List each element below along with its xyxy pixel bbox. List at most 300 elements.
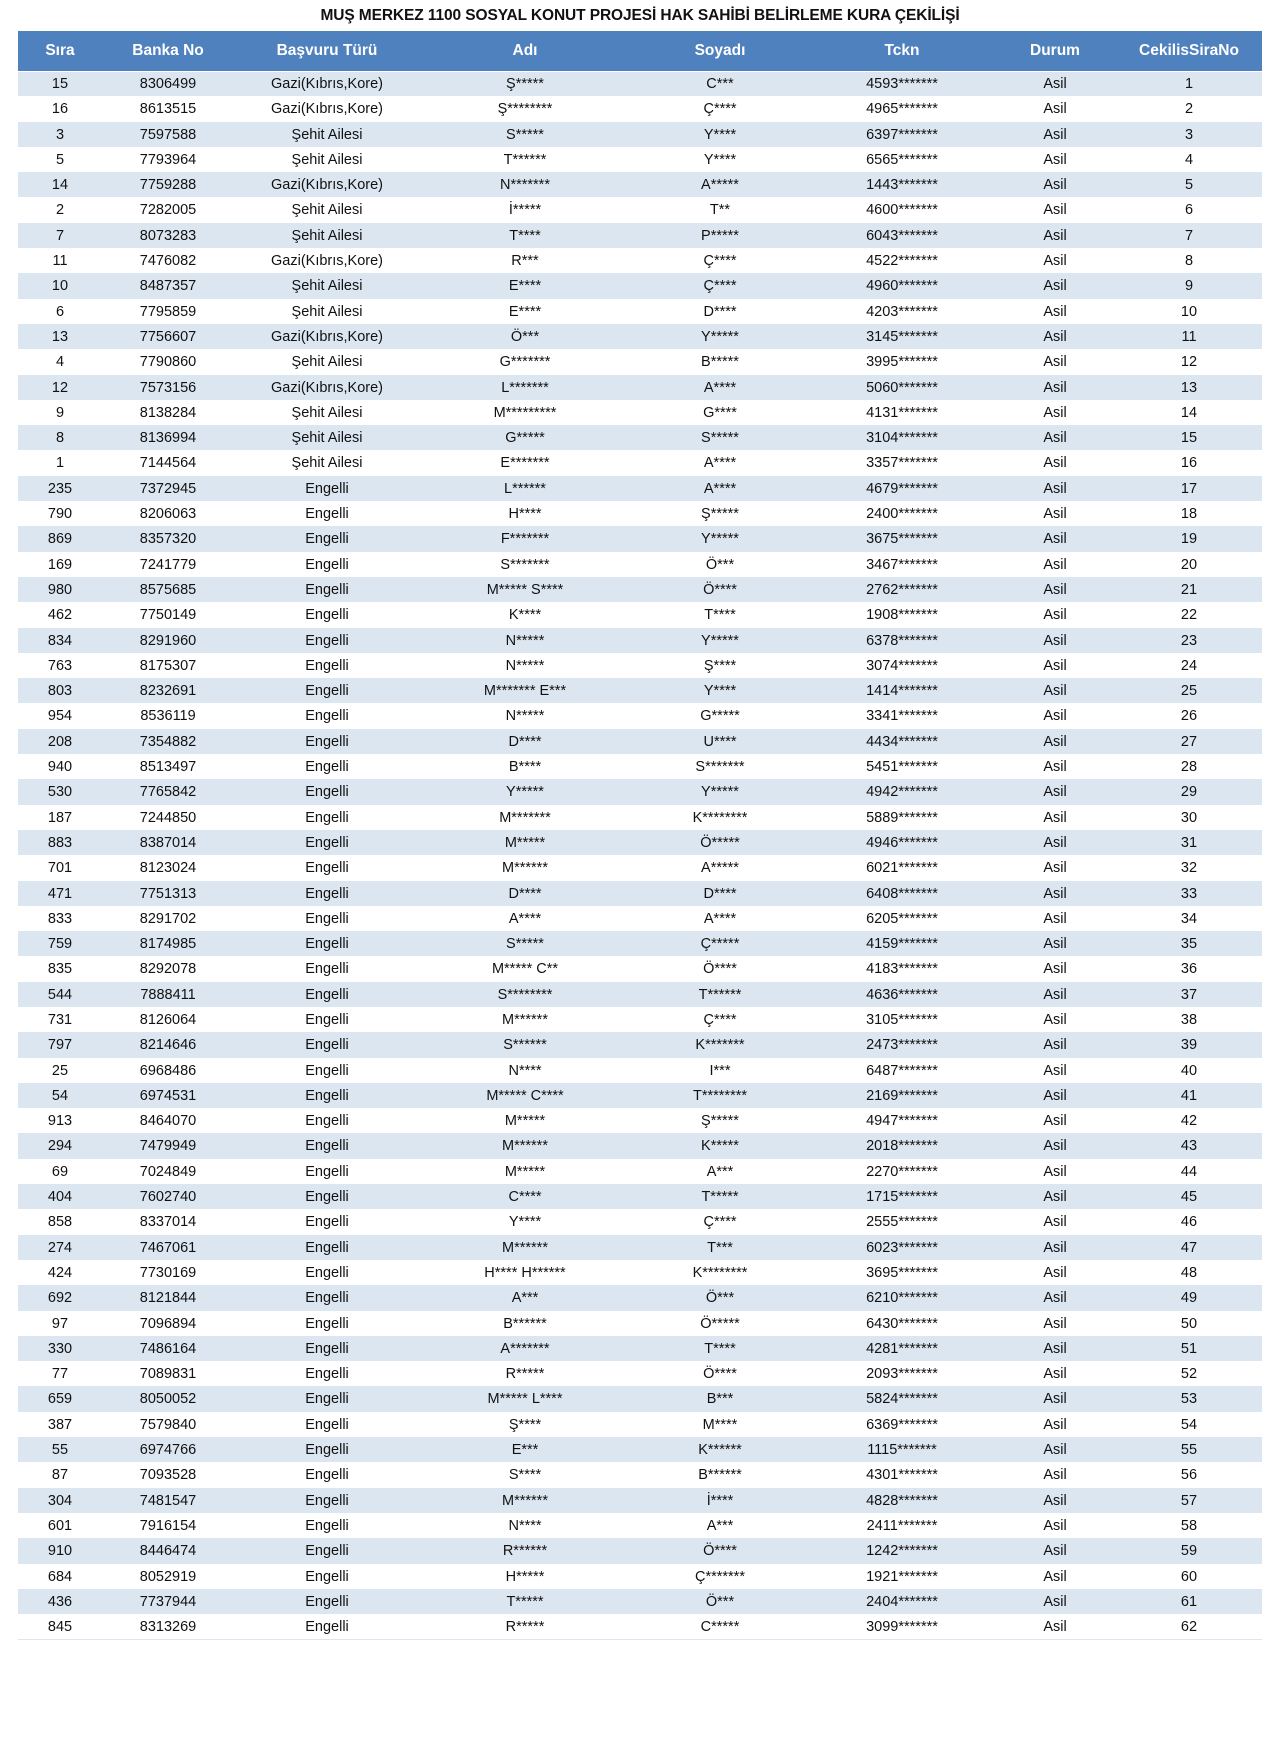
cell-adi: Ş***** [420,72,630,97]
cell-basvuru_turu: Şehit Ailesi [234,147,420,172]
cell-soyadi: İ**** [630,1488,810,1513]
cell-cekilis_sira_no: 40 [1116,1058,1262,1083]
cell-durum: Asil [994,72,1116,97]
cell-basvuru_turu: Şehit Ailesi [234,350,420,375]
cell-adi: G******* [420,350,630,375]
cell-cekilis_sira_no: 15 [1116,426,1262,451]
cell-durum: Asil [994,932,1116,957]
cell-sira: 10 [18,274,102,299]
table-row[interactable] [18,755,1262,780]
table-row[interactable] [18,350,1262,375]
cell-durum: Asil [994,1564,1116,1589]
cell-basvuru_turu: Engelli [234,1336,420,1361]
cell-soyadi: M**** [630,1412,810,1437]
cell-basvuru_turu: Engelli [234,1615,420,1640]
cell-banka_no: 7795859 [102,299,234,324]
cell-adi: M****** [420,1235,630,1260]
cell-banka_no: 8206063 [102,502,234,527]
table-row[interactable] [18,729,1262,754]
cell-cekilis_sira_no: 7 [1116,223,1262,248]
column-header-banka-no[interactable]: Banka No [102,31,234,72]
cell-adi: S****** [420,1033,630,1058]
table-row[interactable] [18,147,1262,172]
cell-tckn: 4183******* [810,957,994,982]
cell-sira: 25 [18,1058,102,1083]
cell-soyadi: S******* [630,755,810,780]
cell-basvuru_turu: Engelli [234,552,420,577]
cell-cekilis_sira_no: 17 [1116,476,1262,501]
cell-tckn: 6205******* [810,906,994,931]
cell-basvuru_turu: Şehit Ailesi [234,274,420,299]
table-row[interactable] [18,1235,1262,1260]
cell-banka_no: 7750149 [102,603,234,628]
cell-basvuru_turu: Gazi(Kıbrıs,Kore) [234,249,420,274]
cell-adi: L****** [420,476,630,501]
cell-sira: 913 [18,1109,102,1134]
table-row[interactable] [18,1311,1262,1336]
cell-cekilis_sira_no: 21 [1116,577,1262,602]
cell-tckn: 1242******* [810,1539,994,1564]
cell-adi: R*** [420,249,630,274]
cell-adi: Y***** [420,780,630,805]
cell-tckn: 3099******* [810,1615,994,1640]
cell-adi: S**** [420,1463,630,1488]
cell-sira: 304 [18,1488,102,1513]
cell-basvuru_turu: Engelli [234,1083,420,1108]
cell-cekilis_sira_no: 37 [1116,982,1262,1007]
cell-cekilis_sira_no: 39 [1116,1033,1262,1058]
cell-basvuru_turu: Şehit Ailesi [234,223,420,248]
table-row[interactable] [18,1412,1262,1437]
cell-basvuru_turu: Engelli [234,1412,420,1437]
cell-tckn: 6430******* [810,1311,994,1336]
table-row[interactable] [18,1033,1262,1058]
cell-sira: 55 [18,1438,102,1463]
cell-basvuru_turu: Gazi(Kıbrıs,Kore) [234,97,420,122]
column-header-adi[interactable]: Adı [420,31,630,72]
table-row[interactable] [18,97,1262,122]
cell-cekilis_sira_no: 41 [1116,1083,1262,1108]
table-row[interactable] [18,1083,1262,1108]
table-row[interactable] [18,1185,1262,1210]
cell-tckn: 4942******* [810,780,994,805]
cell-soyadi: P***** [630,223,810,248]
cell-tckn: 4593******* [810,72,994,97]
table-row[interactable] [18,603,1262,628]
cell-cekilis_sira_no: 14 [1116,400,1262,425]
cell-sira: 330 [18,1336,102,1361]
cell-sira: 731 [18,1007,102,1032]
cell-adi: M***** C** [420,957,630,982]
cell-cekilis_sira_no: 53 [1116,1387,1262,1412]
table-row[interactable] [18,476,1262,501]
cell-soyadi: A***** [630,173,810,198]
cell-sira: 803 [18,679,102,704]
cell-banka_no: 8123024 [102,856,234,881]
table-row[interactable] [18,1210,1262,1235]
cell-durum: Asil [994,122,1116,147]
cell-soyadi: D**** [630,881,810,906]
cell-cekilis_sira_no: 28 [1116,755,1262,780]
cell-sira: 659 [18,1387,102,1412]
table-row[interactable] [18,1134,1262,1159]
cell-basvuru_turu: Engelli [234,577,420,602]
cell-durum: Asil [994,957,1116,982]
cell-basvuru_turu: Engelli [234,476,420,501]
cell-basvuru_turu: Engelli [234,1058,420,1083]
cell-sira: 16 [18,97,102,122]
cell-durum: Asil [994,1260,1116,1285]
table-row[interactable] [18,932,1262,957]
cell-tckn: 4828******* [810,1488,994,1513]
cell-soyadi: K****** [630,1438,810,1463]
cell-adi: C**** [420,1185,630,1210]
cell-durum: Asil [994,1007,1116,1032]
cell-adi: R***** [420,1362,630,1387]
table-row[interactable] [18,906,1262,931]
cell-durum: Asil [994,350,1116,375]
cell-banka_no: 8174985 [102,932,234,957]
cell-banka_no: 8575685 [102,577,234,602]
table-row[interactable] [18,653,1262,678]
cell-basvuru_turu: Engelli [234,1589,420,1614]
cell-durum: Asil [994,1513,1116,1538]
cell-durum: Asil [994,1362,1116,1387]
table-row[interactable] [18,1362,1262,1387]
cell-cekilis_sira_no: 60 [1116,1564,1262,1589]
cell-durum: Asil [994,1412,1116,1437]
cell-soyadi: Ö*** [630,1286,810,1311]
table-row[interactable] [18,1513,1262,1538]
cell-banka_no: 8613515 [102,97,234,122]
cell-tckn: 4946******* [810,830,994,855]
table-row[interactable] [18,173,1262,198]
table-row[interactable] [18,830,1262,855]
cell-tckn: 4600******* [810,198,994,223]
cell-adi: N******* [420,173,630,198]
cell-basvuru_turu: Engelli [234,1513,420,1538]
table-row[interactable] [18,805,1262,830]
table-row[interactable] [18,1109,1262,1134]
cell-soyadi: G**** [630,400,810,425]
table-header [18,31,1262,72]
cell-tckn: 1715******* [810,1185,994,1210]
table-row[interactable] [18,324,1262,349]
cell-soyadi: T****** [630,982,810,1007]
cell-banka_no: 7372945 [102,476,234,501]
cell-tckn: 3675******* [810,527,994,552]
cell-durum: Asil [994,1311,1116,1336]
cell-soyadi: Ç**** [630,249,810,274]
cell-soyadi: Y**** [630,679,810,704]
cell-adi: M***** [420,830,630,855]
cell-basvuru_turu: Engelli [234,1362,420,1387]
cell-soyadi: Ç**** [630,1210,810,1235]
cell-adi: E*** [420,1438,630,1463]
table-row[interactable] [18,274,1262,299]
cell-durum: Asil [994,982,1116,1007]
cell-durum: Asil [994,704,1116,729]
cell-banka_no: 7093528 [102,1463,234,1488]
cell-cekilis_sira_no: 52 [1116,1362,1262,1387]
cell-durum: Asil [994,400,1116,425]
cell-tckn: 4947******* [810,1109,994,1134]
cell-adi: D**** [420,881,630,906]
cell-banka_no: 8487357 [102,274,234,299]
cell-cekilis_sira_no: 13 [1116,375,1262,400]
cell-adi: N**** [420,1513,630,1538]
cell-basvuru_turu: Engelli [234,1463,420,1488]
cell-sira: 980 [18,577,102,602]
table-row[interactable] [18,856,1262,881]
cell-banka_no: 8138284 [102,400,234,425]
table-row[interactable] [18,1336,1262,1361]
table-row[interactable] [18,122,1262,147]
cell-tckn: 3105******* [810,1007,994,1032]
cell-adi: H***** [420,1564,630,1589]
cell-cekilis_sira_no: 33 [1116,881,1262,906]
table-row[interactable] [18,1488,1262,1513]
cell-sira: 436 [18,1589,102,1614]
cell-durum: Asil [994,324,1116,349]
cell-durum: Asil [994,1134,1116,1159]
cell-cekilis_sira_no: 20 [1116,552,1262,577]
cell-cekilis_sira_no: 58 [1116,1513,1262,1538]
table-row[interactable] [18,223,1262,248]
table-row[interactable] [18,1589,1262,1614]
cell-soyadi: Ö**** [630,1539,810,1564]
cell-tckn: 6021******* [810,856,994,881]
cell-soyadi: S***** [630,426,810,451]
cell-durum: Asil [994,274,1116,299]
table-row[interactable] [18,704,1262,729]
cell-basvuru_turu: Engelli [234,679,420,704]
table-row[interactable] [18,299,1262,324]
table-row[interactable] [18,198,1262,223]
cell-banka_no: 8446474 [102,1539,234,1564]
cell-banka_no: 8513497 [102,755,234,780]
cell-durum: Asil [994,451,1116,476]
table-row[interactable] [18,1539,1262,1564]
table-row[interactable] [18,628,1262,653]
cell-sira: 404 [18,1185,102,1210]
cell-adi: M****** [420,1488,630,1513]
cell-tckn: 4434******* [810,729,994,754]
cell-sira: 3 [18,122,102,147]
cell-durum: Asil [994,830,1116,855]
cell-sira: 692 [18,1286,102,1311]
page-title: MUŞ MERKEZ 1100 SOSYAL KONUT PROJESİ HAK SAHİBİ BELİRLEME KURA ÇEKİLİŞİ [320,7,960,24]
cell-adi: M******* [420,805,630,830]
cell-banka_no: 7916154 [102,1513,234,1538]
table-row[interactable] [18,1286,1262,1311]
cell-durum: Asil [994,780,1116,805]
cell-banka_no: 8126064 [102,1007,234,1032]
cell-banka_no: 7024849 [102,1159,234,1184]
cell-tckn: 3995******* [810,350,994,375]
column-header-basvuru-turu[interactable]: Başvuru Türü [234,31,420,72]
cell-banka_no: 7765842 [102,780,234,805]
cell-soyadi: Ö**** [630,577,810,602]
cell-basvuru_turu: Engelli [234,881,420,906]
table-row[interactable] [18,375,1262,400]
cell-banka_no: 8232691 [102,679,234,704]
cell-durum: Asil [994,679,1116,704]
cell-basvuru_turu: Engelli [234,1210,420,1235]
cell-sira: 208 [18,729,102,754]
cell-cekilis_sira_no: 12 [1116,350,1262,375]
table-row[interactable] [18,1463,1262,1488]
cell-durum: Asil [994,552,1116,577]
table-row[interactable] [18,780,1262,805]
cell-banka_no: 7602740 [102,1185,234,1210]
table-row[interactable] [18,72,1262,97]
cell-cekilis_sira_no: 51 [1116,1336,1262,1361]
cell-banka_no: 7241779 [102,552,234,577]
cell-sira: 701 [18,856,102,881]
cell-durum: Asil [994,856,1116,881]
table-row[interactable] [18,1387,1262,1412]
table-row[interactable] [18,577,1262,602]
cell-tckn: 3104******* [810,426,994,451]
cell-basvuru_turu: Gazi(Kıbrıs,Kore) [234,173,420,198]
column-header-sira[interactable]: Sıra [18,31,102,72]
cell-sira: 790 [18,502,102,527]
cell-cekilis_sira_no: 38 [1116,1007,1262,1032]
cell-basvuru_turu: Engelli [234,1564,420,1589]
cell-basvuru_turu: Engelli [234,982,420,1007]
cell-adi: D**** [420,729,630,754]
cell-sira: 835 [18,957,102,982]
cell-sira: 1 [18,451,102,476]
cell-durum: Asil [994,1336,1116,1361]
cell-basvuru_turu: Engelli [234,830,420,855]
cell-tckn: 5889******* [810,805,994,830]
cell-adi: İ***** [420,198,630,223]
cell-soyadi: Ç**** [630,274,810,299]
cell-cekilis_sira_no: 1 [1116,72,1262,97]
table-row[interactable] [18,1438,1262,1463]
cell-soyadi: D**** [630,299,810,324]
cell-durum: Asil [994,1159,1116,1184]
cell-soyadi: Ş***** [630,1109,810,1134]
cell-sira: 9 [18,400,102,425]
cell-basvuru_turu: Engelli [234,805,420,830]
cell-basvuru_turu: Engelli [234,502,420,527]
cell-adi: T***** [420,1589,630,1614]
table-row[interactable] [18,502,1262,527]
table-row[interactable] [18,1058,1262,1083]
cell-sira: 169 [18,552,102,577]
cell-cekilis_sira_no: 56 [1116,1463,1262,1488]
cell-cekilis_sira_no: 45 [1116,1185,1262,1210]
cell-banka_no: 8073283 [102,223,234,248]
table-row[interactable] [18,679,1262,704]
table-row[interactable] [18,552,1262,577]
cell-soyadi: Y***** [630,527,810,552]
cell-adi: N***** [420,628,630,653]
cell-durum: Asil [994,1058,1116,1083]
cell-soyadi: Y***** [630,780,810,805]
cell-durum: Asil [994,1083,1116,1108]
table-row[interactable] [18,400,1262,425]
cell-sira: 6 [18,299,102,324]
cell-adi: H**** [420,502,630,527]
cell-tckn: 3341******* [810,704,994,729]
cell-sira: 869 [18,527,102,552]
cell-cekilis_sira_no: 18 [1116,502,1262,527]
cell-soyadi: Ş***** [630,502,810,527]
table-row[interactable] [18,957,1262,982]
cell-basvuru_turu: Engelli [234,1260,420,1285]
cell-banka_no: 7354882 [102,729,234,754]
cell-cekilis_sira_no: 57 [1116,1488,1262,1513]
cell-sira: 759 [18,932,102,957]
cell-durum: Asil [994,173,1116,198]
cell-sira: 7 [18,223,102,248]
cell-tckn: 4636******* [810,982,994,1007]
cell-soyadi: B*** [630,1387,810,1412]
column-header-tckn[interactable]: Tckn [810,31,994,72]
cell-tckn: 3145******* [810,324,994,349]
table-row[interactable] [18,451,1262,476]
cell-banka_no: 7089831 [102,1362,234,1387]
cell-tckn: 3467******* [810,552,994,577]
table-row[interactable] [18,1007,1262,1032]
cell-banka_no: 7467061 [102,1235,234,1260]
cell-adi: H**** H****** [420,1260,630,1285]
cell-sira: 15 [18,72,102,97]
table-row[interactable] [18,527,1262,552]
cell-banka_no: 7096894 [102,1311,234,1336]
cell-basvuru_turu: Engelli [234,729,420,754]
cell-durum: Asil [994,805,1116,830]
cell-sira: 845 [18,1615,102,1640]
table-row[interactable] [18,426,1262,451]
cell-durum: Asil [994,527,1116,552]
cell-cekilis_sira_no: 27 [1116,729,1262,754]
cell-durum: Asil [994,1185,1116,1210]
cell-adi: R***** [420,1615,630,1640]
table-row[interactable] [18,1159,1262,1184]
cell-soyadi: T**** [630,1336,810,1361]
column-header-soyadi[interactable]: Soyadı [630,31,810,72]
cell-soyadi: Y**** [630,122,810,147]
cell-adi: S******** [420,982,630,1007]
cell-sira: 763 [18,653,102,678]
cell-cekilis_sira_no: 62 [1116,1615,1262,1640]
cell-tckn: 2473******* [810,1033,994,1058]
table-row[interactable] [18,249,1262,274]
column-header-cekilis-sira-no[interactable]: CekilisSiraNo [1116,31,1262,72]
table-row[interactable] [18,1615,1262,1640]
cell-tckn: 4203******* [810,299,994,324]
table-row[interactable] [18,982,1262,1007]
cell-cekilis_sira_no: 4 [1116,147,1262,172]
table-row[interactable] [18,1260,1262,1285]
cell-cekilis_sira_no: 42 [1116,1109,1262,1134]
cell-soyadi: K******* [630,1033,810,1058]
column-header-durum[interactable]: Durum [994,31,1116,72]
table-row[interactable] [18,1564,1262,1589]
cell-sira: 187 [18,805,102,830]
cell-tckn: 1921******* [810,1564,994,1589]
cell-banka_no: 8313269 [102,1615,234,1640]
cell-cekilis_sira_no: 16 [1116,451,1262,476]
cell-soyadi: I*** [630,1058,810,1083]
cell-tckn: 5824******* [810,1387,994,1412]
table-row[interactable] [18,881,1262,906]
